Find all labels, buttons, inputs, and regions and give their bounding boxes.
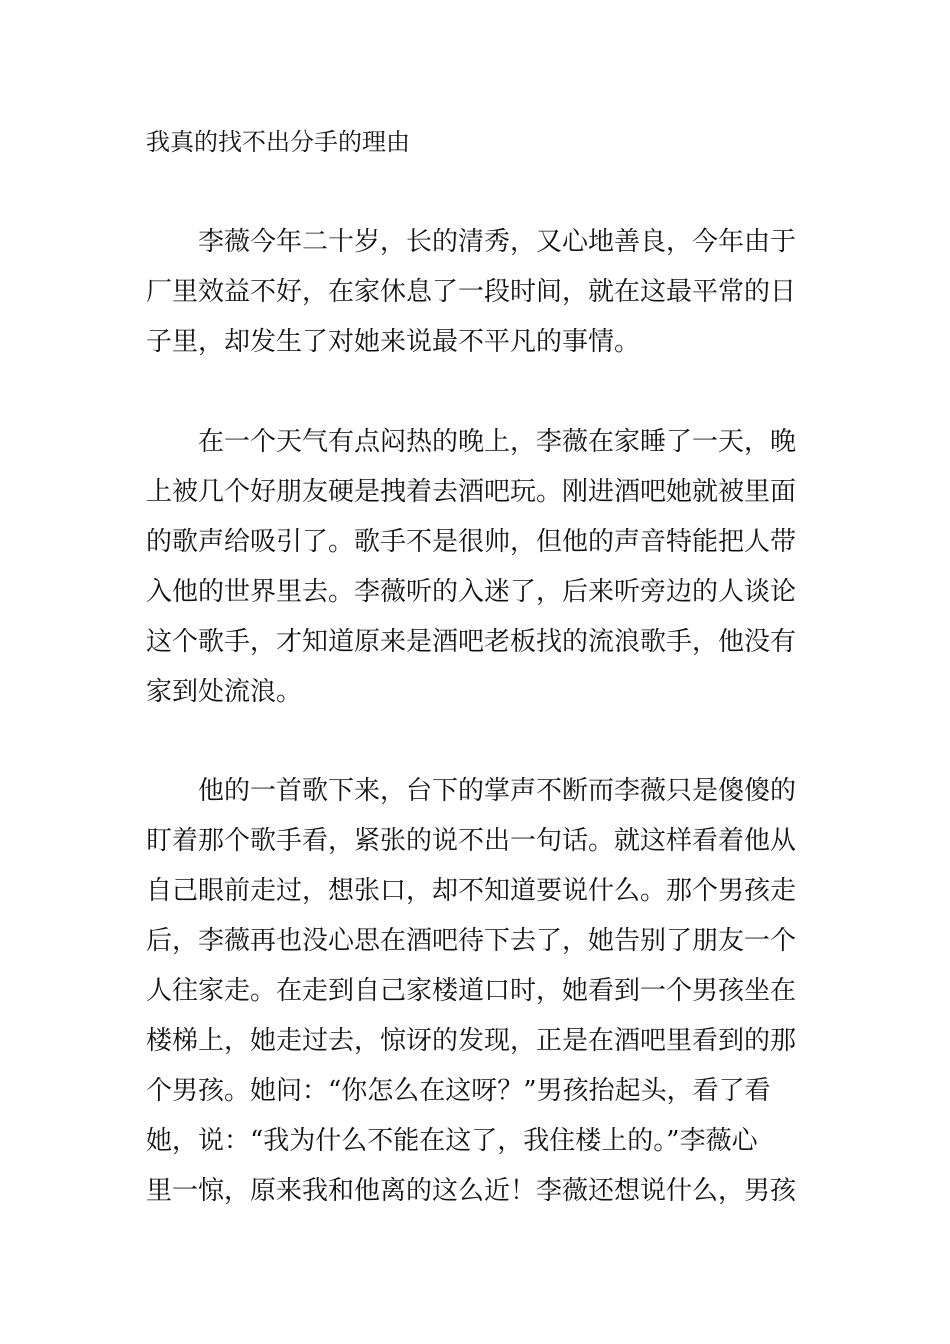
paragraph-line: 自己眼前走过，想张口，却不知道要说什么。那个男孩走 [146,876,797,906]
paragraph-line: 盯着那个歌手看，紧张的说不出一句话。就这样看着他从 [146,826,797,856]
paragraph-line: 他的一首歌下来，台下的掌声不断而李薇只是傻傻的 [198,776,797,806]
paragraph-line: 人往家走。在走到自己家楼道口时，她看到一个男孩坐在 [146,976,797,1006]
paragraph-line: 里一惊，原来我和他离的这么近！李薇还想说什么，男孩 [146,1176,797,1206]
paragraph-line: 的歌声给吸引了。歌手不是很帅，但他的声音特能把人带 [146,527,797,557]
paragraph-line: 子里，却发生了对她来说最不平凡的事情。 [146,327,641,357]
paragraph-3 [146,766,806,1216]
paragraph-line: 在一个天气有点闷热的晚上，李薇在家睡了一天，晚 [198,427,797,457]
document-title: 我真的找不出分手的理由 [146,128,410,156]
paragraph-1 [146,217,806,367]
paragraph-line: 楼梯上，她走过去，惊讶的发现，正是在酒吧里看到的那 [146,1026,797,1056]
paragraph-line: 个男孩。她问：“你怎么在这呀？”男孩抬起头，看了看 [146,1076,771,1106]
paragraph-line: 入他的世界里去。李薇听的入迷了，后来听旁边的人谈论 [146,577,797,607]
paragraph-line: 家到处流浪。 [146,677,303,707]
paragraph-line: 这个歌手，才知道原来是酒吧老板找的流浪歌手，他没有 [146,627,797,657]
paragraph-line: 后，李薇再也没心思在酒吧待下去了，她告别了朋友一个 [146,926,797,956]
paragraph-line: 上被几个好朋友硬是拽着去酒吧玩。刚进酒吧她就被里面 [146,477,797,507]
paragraph-line: 她，说：“我为什么不能在这了，我住楼上的。”李薇心 [146,1126,758,1156]
paragraph-2 [146,417,806,717]
paragraph-line: 厂里效益不好，在家休息了一段时间，就在这最平常的日 [146,277,797,307]
paragraph-line: 李薇今年二十岁，长的清秀，又心地善良，今年由于 [198,227,797,257]
